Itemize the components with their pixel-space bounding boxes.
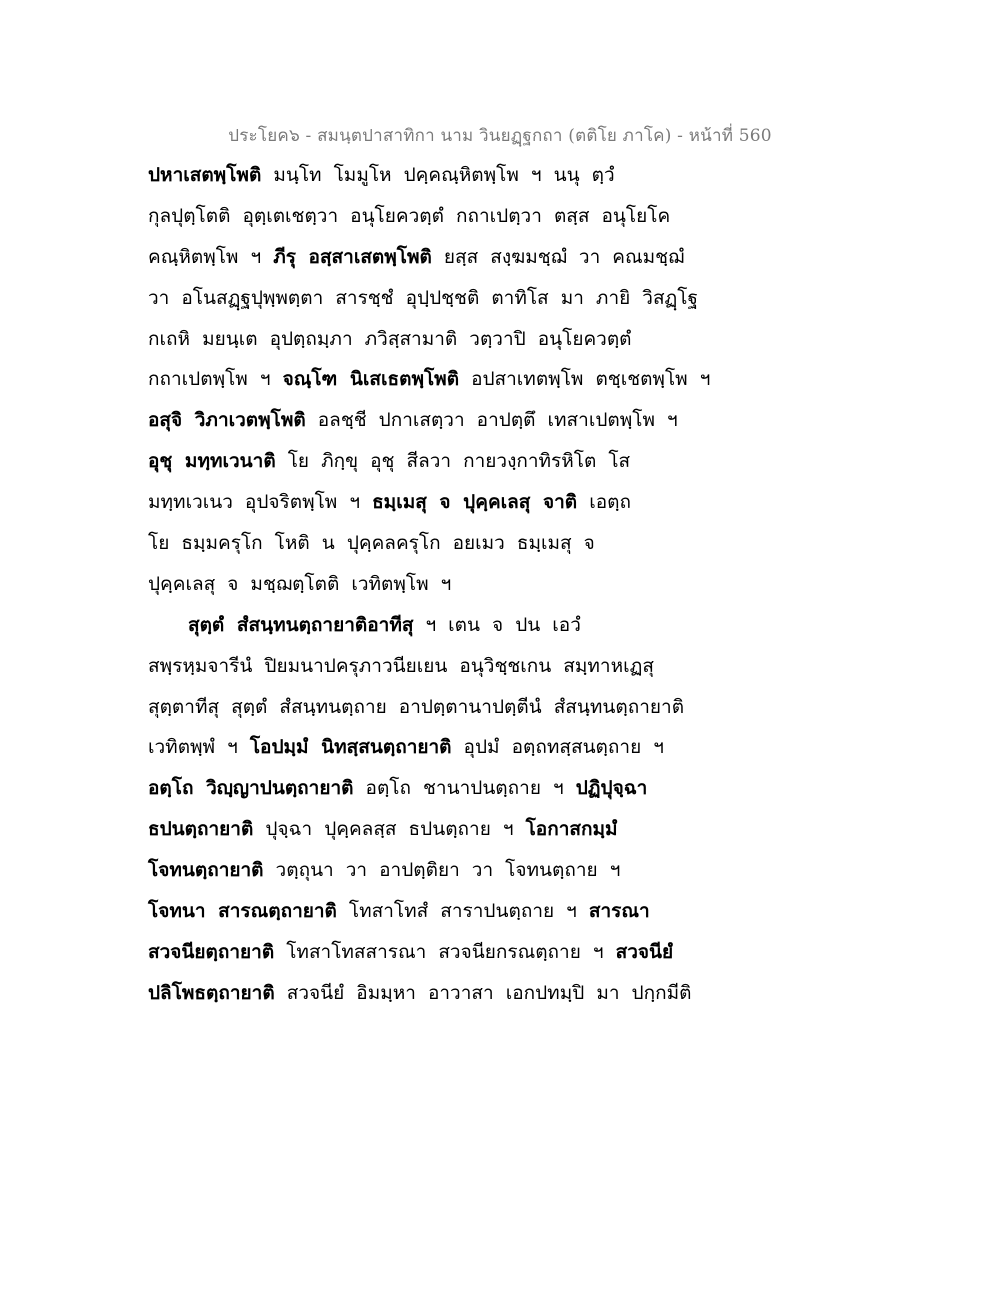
text-line [148,528,868,569]
text-segment: โทสาโทสํ สาราปนตฺถาย ฯ [336,900,589,923]
page-header: ประโยค๖ - สมนฺตปาสาทิกา นาม วินยฏฺฐกถา (ตติโย ภาโค) - หน้าที่ 560 [228,126,772,146]
bold-term: สุตฺตํ สํสนฺทนตฺถายาติอาทีสุ [188,613,414,636]
text-line [148,937,868,978]
bold-term: โจทนตฺถายาติ [148,859,264,882]
text-line [148,610,868,651]
text-segment: กถาเปตพฺโพ ฯ [148,368,283,391]
bold-term: สวจนียํ [615,940,674,963]
text-segment: ปุจฺฉา ปุคฺคลสฺส ธปนตฺถาย ฯ [253,818,526,841]
text-line [148,855,868,896]
text-segment: มทฺทเวเนว อุปจริตพฺโพ ฯ [148,491,373,514]
text-line [148,446,868,487]
text-segment: อตฺโถ ชานาปนตฺถาย ฯ [353,777,576,800]
text-segment: เวทิตพฺพํ ฯ [148,736,250,759]
bold-term: อุชุ มทฺทเวนาติ [148,450,276,473]
text-line [148,201,868,242]
text-segment: สุตฺตาทีสุ สุตฺตํ สํสนฺทนตฺถาย อาปตฺตานาปตฺตีนํ สํสนฺทนตฺถายาติ [148,695,685,718]
text-segment: วตฺถุนา วา อาปตฺติยา วา โจทนตฺถาย ฯ [263,859,621,882]
bold-term: โอปมฺมํ นิทสฺสนตฺถายาติ [249,736,452,759]
text-line [148,896,868,937]
bold-term: ธมฺเมสุ จ ปุคฺคเลสุ จาติ [372,491,578,514]
text-segment: เอตฺถ [577,491,631,514]
text-segment: สพฺรหฺมจารีนํ ปิยมนาปครุภาวนียเยน อนุวิชฺชเกน สมฺทาหเฏสุ [148,654,654,677]
text-line [148,732,868,773]
text-line [148,651,868,692]
text-line [148,814,868,855]
text-segment: คณฺหิตพฺโพ ฯ [148,245,274,268]
text-segment: ปุคฺคเลสุ จ มชฺฌตฺโตติ เวทิตพฺโพ ฯ [148,572,452,595]
bold-term: อตฺโถ วิญฺญาปนตฺถายาติ [148,777,354,800]
text-segment: กเถหิ มยนฺเต อุปตฺถมฺภา ภวิสฺสามาติ วตฺวาปิ อนุโยควตฺตํ [148,327,632,350]
text-line [148,569,868,610]
text-line [148,364,868,405]
text-segment: ฯ เตน จ ปน เอวํ [413,613,581,636]
bold-term: ปลิโพธตฺถายาติ [148,981,275,1004]
text-segment: กุลปุตฺโตติ อุตฺเตเชตฺวา อนุโยควตฺตํ กถาเปตฺวา ตสฺส อนุโยโค [148,204,671,227]
text-segment: วา อโนสฏฺฐปุพฺพตฺตา สารชฺชํ อุปฺปชฺชติ ตาทิโส มา ภายิ วิสฏฺโฐ [148,286,698,309]
text-line [148,773,868,814]
bold-term: ปหาเสตพฺโพติ [148,164,262,186]
document-body [148,160,868,1019]
bold-term: ธปนตฺถายาติ [148,818,254,841]
text-segment: โย ธมฺมครุโก โหติ น ปุคฺคลครุโก อยเมว ธมฺเมสุ จ [148,532,595,555]
text-segment: สวจนียํ อิมมฺหา อาวาสา เอกปทมฺปิ มา ปกฺกมีติ [274,981,692,1004]
text-segment: อุปมํ อตฺถทสฺสนตฺถาย ฯ [451,736,664,759]
text-segment: ยสฺส สงฺฆมชฺฌํ วา คณมชฺฌํ [431,245,685,268]
text-segment: อลชฺชี ปกาเสตฺวา อาปตฺตึ เทสาเปตพฺโพ ฯ [305,409,678,432]
bold-term: ปฏิปุจฺฉา [575,777,648,800]
bold-term: โจทนา สารณตฺถายาติ [148,900,337,923]
text-line [148,692,868,733]
text-segment: โทสาโทสสารณา สวจนียกรณตฺถาย ฯ [274,940,616,963]
text-line [148,324,868,365]
text-line [148,283,868,324]
text-line [148,405,868,446]
bold-term: สวจนียตฺถายาติ [148,940,275,963]
bold-term: อสุจิ วิภาเวตพฺโพติ [148,409,306,432]
bold-term: สารณา [588,900,650,923]
text-segment: อปสาเทตพฺโพ ตชฺเชตพฺโพ ฯ [459,368,711,391]
text-line [148,978,868,1019]
bold-term: โอกาสกมฺมํ [525,818,618,841]
text-line [148,242,868,283]
text-line [148,160,868,201]
bold-term: จณฺโฑ นิเสเธตพฺโพติ [282,368,460,391]
bold-term: ภีรุ อสฺสาเสตพฺโพติ [273,245,432,268]
text-segment: โย ภิกฺขุ อุชุ สีลวา กายวงฺกาทิรหิโต โส [275,450,631,473]
text-line [148,487,868,528]
text-segment: มนฺโท โมมูโห ปคฺคณฺหิตพฺโพ ฯ นนุ ตฺวํ [261,164,615,186]
